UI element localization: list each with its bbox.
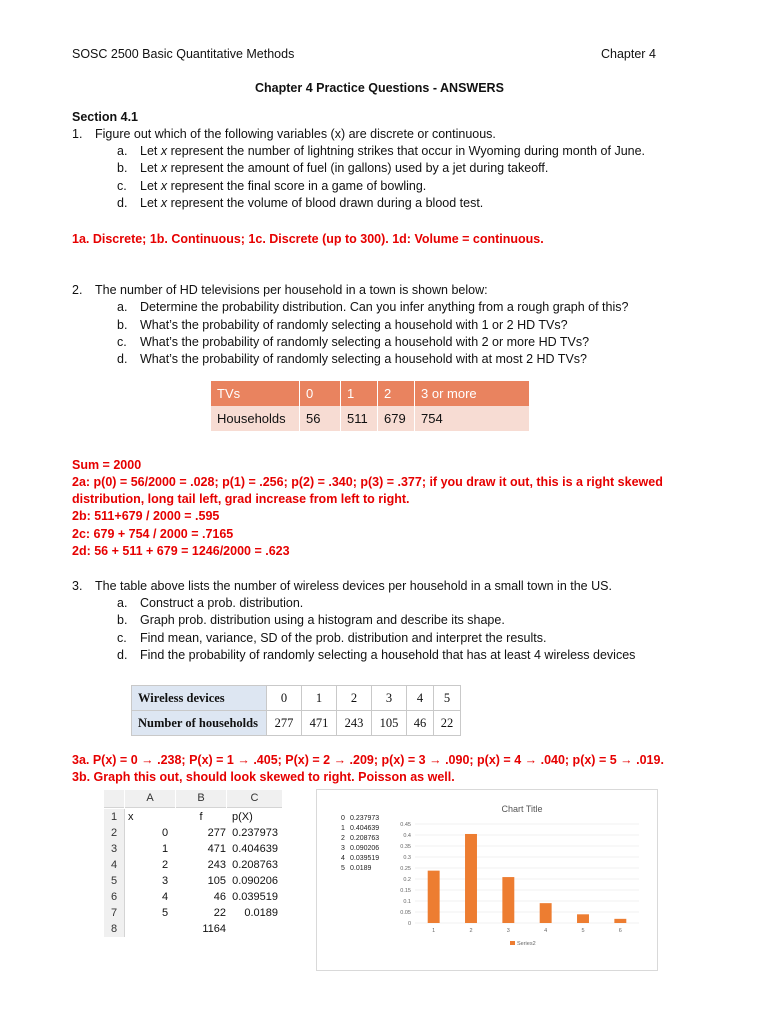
q3-item-d: d. Find the probability of randomly selecting a household that has at least 4 wireless devices: [117, 648, 636, 662]
spreadsheet-corner: [104, 790, 124, 808]
wireless-table-header-cell: 2: [337, 686, 372, 711]
q3-item-b: b. Graph prob. distribution using a histogram and describe its shape.: [117, 613, 505, 627]
spreadsheet-row-header: 4: [104, 857, 125, 873]
chart-side-x: 4: [341, 855, 345, 862]
chart-side-x: 3: [341, 845, 345, 852]
wireless-table-header-cell: 5: [434, 686, 461, 711]
tv-table-header-cell: 0: [300, 381, 341, 406]
spreadsheet-row-header: 8: [104, 921, 125, 937]
q2-answer-b: 2b: 511+679 / 2000 = .595: [72, 509, 220, 523]
chart-side-p: 0.237973: [350, 815, 380, 822]
tv-table-cell: 511: [341, 406, 378, 431]
wireless-table-header-cell: 3: [372, 686, 407, 711]
q1-number: 1.: [72, 127, 83, 141]
tv-table-cell: Households: [211, 406, 300, 431]
chart-bar: [465, 834, 477, 923]
q3-item-c: c. Find mean, variance, SD of the prob. distribution and interpret the results.: [117, 631, 547, 645]
q2-text: The number of HD televisions per household in a town is shown below:: [95, 283, 488, 297]
tv-table-header-cell: 3 or more: [415, 381, 530, 406]
tv-table-header-cell: 1: [341, 381, 378, 406]
chart-side-p: 0.090206: [350, 845, 380, 852]
wireless-table-data-row: [132, 711, 461, 736]
wireless-table-header-cell: 1: [302, 686, 337, 711]
q3-item-a: a. Construct a prob. distribution.: [117, 596, 304, 610]
spreadsheet-row-header: 3: [104, 841, 125, 857]
q1-item-c: c. Let x represent the final score in a game of bowling.: [117, 179, 427, 193]
chart-title: Chart Title: [501, 804, 543, 814]
chart-side-x: 5: [341, 865, 345, 872]
chart-y-tick-label: 0.45: [400, 822, 411, 828]
spreadsheet-cell-f: 243: [207, 859, 226, 871]
chart-bar: [502, 877, 514, 923]
q1-item-d: d. Let x represent the volume of blood drawn during a blood test.: [117, 196, 484, 210]
q2-answer-c: 2c: 679 + 754 / 2000 = .7165: [72, 527, 234, 541]
spreadsheet-cell-p: 0.090206: [232, 875, 278, 887]
spreadsheet-row-header: 1: [104, 809, 125, 825]
spreadsheet-cell-p: 0.208763: [232, 859, 278, 871]
tv-table-data-row: [211, 406, 530, 431]
chart-x-tick-label: 4: [544, 928, 548, 934]
spreadsheet-cell-f: f: [199, 811, 203, 823]
chart-legend-label: Series2: [517, 941, 536, 947]
wireless-table: [131, 685, 461, 736]
tv-table-header-cell: TVs: [211, 381, 300, 406]
course-title: SOSC 2500 Basic Quantitative Methods: [72, 47, 295, 61]
chart-bar: [540, 903, 552, 923]
q2-answer-sum: Sum = 2000: [72, 458, 142, 472]
spreadsheet-column-header: A: [125, 790, 175, 808]
chart-x-tick-label: 1: [432, 928, 436, 934]
q1-answer: 1a. Discrete; 1b. Continuous; 1c. Discrete (up to 300). 1d: Volume = continuous.: [72, 232, 544, 246]
tv-table-header-cell: 2: [378, 381, 415, 406]
spreadsheet-column-header: C: [227, 790, 282, 808]
tv-table-cell: 679: [378, 406, 415, 431]
spreadsheet-cell-f: 1164: [202, 923, 226, 935]
q1-text: Figure out which of the following variables (x) are discrete or continuous.: [95, 127, 496, 141]
histogram-svg: [317, 790, 657, 970]
chart-y-tick-label: 0.35: [400, 844, 411, 850]
q1-item-a: a. Let x represent the number of lightning strikes that occur in Wyoming during month of June.: [117, 144, 646, 158]
wireless-table-header-cell: 0: [267, 686, 302, 711]
spreadsheet-cell-p: 0.0189: [244, 907, 278, 919]
chart-x-tick-label: 2: [469, 928, 473, 934]
spreadsheet-row-header: 6: [104, 889, 125, 905]
histogram-chart: [316, 789, 658, 971]
chart-side-x: 2: [341, 835, 345, 842]
wireless-table-header-cell: 4: [407, 686, 434, 711]
spreadsheet-cell-p: 0.039519: [232, 891, 278, 903]
spreadsheet-cell-f: 22: [213, 907, 226, 919]
tv-table: [210, 381, 529, 431]
q2-answer-a-cont: distribution, long tail left, grad increase from left to right.: [72, 492, 410, 506]
q2-item-b: b. What’s the probability of randomly selecting a household with 1 or 2 HD TVs?: [117, 318, 568, 332]
chart-y-tick-label: 0.2: [403, 877, 411, 883]
q3-text: The table above lists the number of wireless devices per household in a small town in the US.: [95, 579, 612, 593]
spreadsheet-cell-f: 46: [213, 891, 226, 903]
spreadsheet-cell-x: 0: [162, 827, 169, 839]
wireless-table-cell: 46: [407, 711, 434, 736]
q2-answer-d: 2d: 56 + 511 + 679 = 1246/2000 = .623: [72, 544, 290, 558]
spreadsheet-cell-p: p(X): [232, 811, 253, 823]
chapter-label: Chapter 4: [601, 47, 656, 61]
chart-y-tick-label: 0.25: [400, 866, 411, 872]
spreadsheet-cell-x: 1: [162, 843, 169, 855]
wireless-table-cell: 22: [434, 711, 461, 736]
chart-side-x: 0: [341, 815, 345, 822]
chart-y-tick-label: 0.05: [400, 910, 411, 916]
chart-y-tick-label: 0.3: [403, 855, 411, 861]
spreadsheet-row-header: 7: [104, 905, 125, 921]
wireless-table-cell: 471: [302, 711, 337, 736]
wireless-table-cell: 277: [267, 711, 302, 736]
tv-table-cell: 754: [415, 406, 530, 431]
tv-table-header-row: [211, 381, 530, 406]
chart-x-tick-label: 3: [506, 928, 510, 934]
spreadsheet-cell-p: 0.237973: [232, 827, 278, 839]
q2-item-c: c. What’s the probability of randomly selecting a household with 2 or more HD TVs?: [117, 335, 590, 349]
wireless-table-cell: 243: [337, 711, 372, 736]
wireless-table-header-cell: Wireless devices: [132, 686, 267, 711]
chart-y-tick-label: 0.1: [403, 899, 411, 905]
spreadsheet-cell-x: 3: [162, 875, 169, 887]
wireless-table-cell: 105: [372, 711, 407, 736]
section-heading: Section 4.1: [72, 110, 138, 124]
chart-y-tick-label: 0.4: [403, 833, 411, 839]
spreadsheet-cell-x: 5: [162, 907, 169, 919]
q1-item-b: b. Let x represent the amount of fuel (in gallons) used by a jet during takeoff.: [117, 161, 549, 175]
chart-x-tick-label: 5: [581, 928, 585, 934]
chart-side-x: 1: [341, 825, 345, 832]
q2-number: 2.: [72, 283, 83, 297]
chart-side-p: 0.208763: [350, 835, 380, 842]
spreadsheet-cell-p: 0.404639: [232, 843, 278, 855]
wireless-table-cell: Number of households: [132, 711, 267, 736]
wireless-table-header-row: [132, 686, 461, 711]
chart-bar: [428, 871, 440, 923]
q2-item-a: a. Determine the probability distribution. Can you infer anything from a rough graph of this?: [117, 300, 629, 314]
spreadsheet-column-header: B: [176, 790, 226, 808]
chart-bar: [577, 914, 589, 923]
chart-side-p: 0.404639: [350, 825, 380, 832]
chart-y-tick-label: 0.15: [400, 888, 411, 894]
spreadsheet-row-header: 2: [104, 825, 125, 841]
chart-y-tick-label: 0: [407, 921, 411, 927]
spreadsheet-excerpt: [104, 790, 282, 944]
chart-x-tick-label: 6: [618, 928, 622, 934]
chart-legend-swatch: [510, 941, 515, 945]
q3-answer-a: 3a. P(x) = 0 → .238; P(x) = 1 → .405; P(x) = 2 → .209; p(x) = 3 → .090; p(x) = 4 → .040; p(x) = 5 → .019.: [72, 753, 664, 767]
q2-answer-a: 2a: p(0) = 56/2000 = .028; p(1) = .256; p(2) = .340; p(3) = .377; if you draw it out, this is a right skewed: [72, 475, 663, 489]
spreadsheet-cell-x: 4: [162, 891, 169, 903]
tv-table-cell: 56: [300, 406, 341, 431]
q3-number: 3.: [72, 579, 83, 593]
spreadsheet-row-header: 5: [104, 873, 125, 889]
spreadsheet-cell-f: 471: [207, 843, 226, 855]
page-title: Chapter 4 Practice Questions - ANSWERS: [255, 81, 504, 95]
spreadsheet-cell-x: x: [128, 811, 134, 823]
chart-side-p: 0.0189: [350, 865, 372, 872]
q3-answer-b: 3b. Graph this out, should look skewed to right. Poisson as well.: [72, 770, 455, 784]
chart-bar: [614, 919, 626, 923]
spreadsheet-cell-f: 105: [207, 875, 226, 887]
chart-side-p: 0.039519: [350, 855, 380, 862]
spreadsheet-cell-x: 2: [162, 859, 169, 871]
spreadsheet-cell-f: 277: [207, 827, 226, 839]
q2-item-d: d. What’s the probability of randomly selecting a household with at most 2 HD TVs?: [117, 352, 587, 366]
